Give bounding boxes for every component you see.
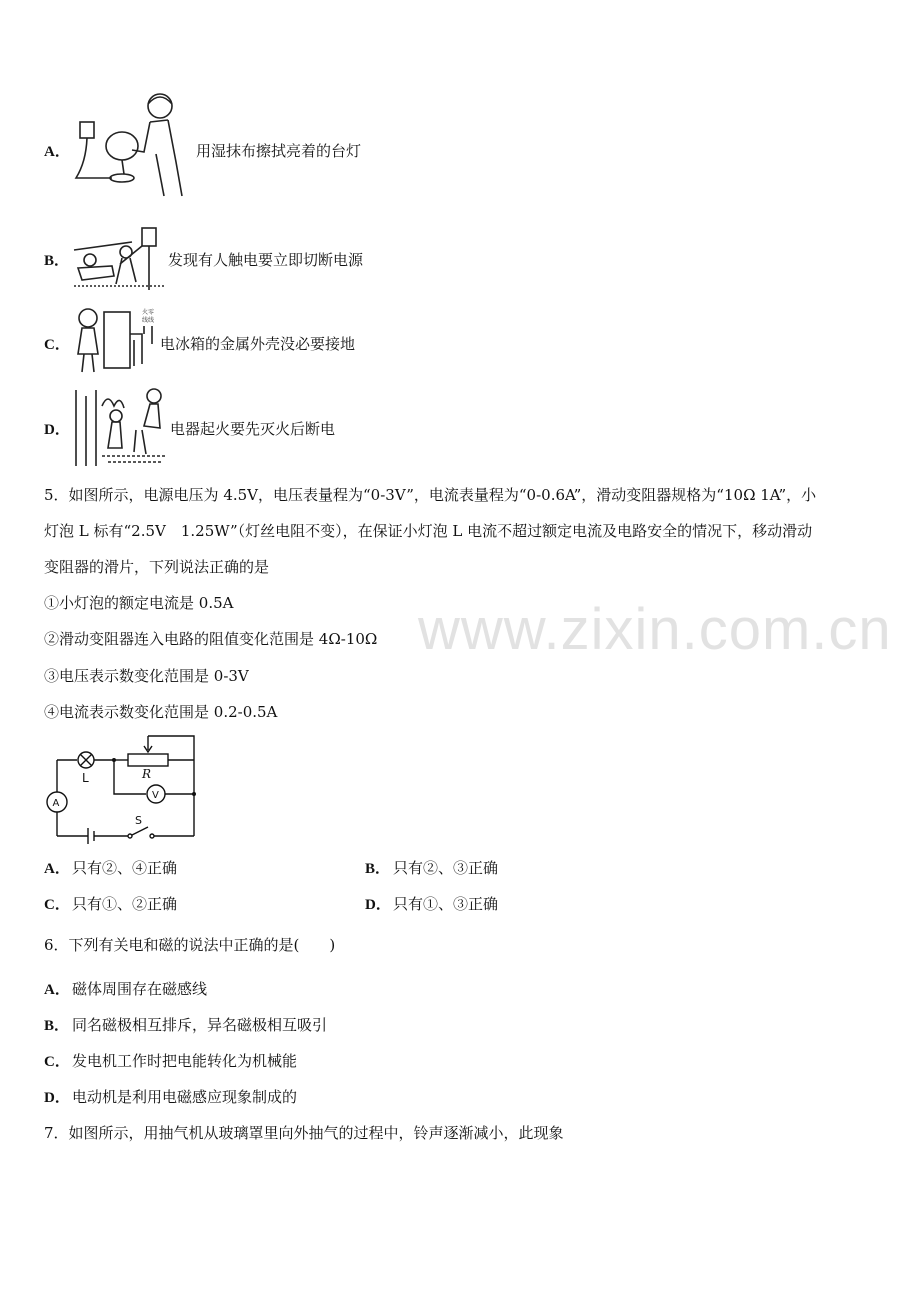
q5-statement-4: ④电流表示数变化范围是 0.2-0.5A	[44, 703, 278, 721]
option-label: C．	[44, 1054, 70, 1070]
option-text: 发现有人触电要立即切断电源	[168, 251, 364, 269]
circuit-diagram	[40, 730, 205, 842]
option-text: 发电机工作时把电能转化为机械能	[72, 1052, 298, 1070]
option-text: 电器起火要先灭火后断电	[170, 420, 336, 438]
refrigerator-grounding-illustration	[72, 304, 162, 376]
option-text: 电动机是利用电磁感应现象制成的	[72, 1088, 298, 1106]
option-label: C．	[44, 897, 70, 913]
q5-statement-3: ③电压表示数变化范围是 0-3V	[44, 667, 249, 685]
q5-statement-1: ①小灯泡的额定电流是 0.5A	[44, 594, 234, 612]
q5-stem-line-1: 5．如图所示，电源电压为 4.5V，电压表量程为“0-3V”，电流表量程为“0-0.6A”，滑动变阻器规格为“10Ω 1A”，小	[44, 486, 817, 504]
option-text: 电冰箱的金属外壳没必要接地	[160, 335, 356, 353]
option-text: 只有②、③正确	[393, 859, 499, 877]
switch-label: S	[135, 814, 142, 827]
option-text: 只有①、②正确	[72, 895, 178, 913]
option-label: A．	[44, 982, 70, 998]
option-text: 只有②、④正确	[72, 859, 178, 877]
lamp-label: L	[82, 771, 89, 785]
option-label: B．	[44, 253, 70, 269]
q5-stem-line-2: 灯泡 L 标有“2.5V 1.25W”（灯丝电阻不变），在保证小灯泡 L 电流不超过额定电流及电路安全的情况下，移动滑动	[44, 522, 813, 540]
q5-statement-2: ②滑动变阻器连入电路的阻值变化范围是 4Ω-10Ω	[44, 630, 378, 648]
q5-stem-line-3: 变阻器的滑片，下列说法正确的是	[44, 558, 270, 576]
q6-stem: 6．下列有关电和磁的说法中正确的是( )	[44, 936, 336, 954]
option-label: B．	[44, 1018, 70, 1034]
option-label: C．	[44, 337, 70, 353]
watermark: www.zixin.com.cn	[418, 597, 892, 662]
option-label: D．	[365, 897, 391, 913]
electrical-fire-illustration	[72, 386, 168, 468]
option-text: 只有①、③正确	[393, 895, 499, 913]
option-label: D．	[44, 422, 70, 438]
lamp-wiping-illustration	[72, 92, 192, 202]
svg-text:火零: 火零	[142, 309, 155, 316]
option-label: B．	[365, 861, 391, 877]
rheostat-label: R	[142, 767, 152, 781]
svg-text:线线: 线线	[142, 317, 155, 324]
option-text: 同名磁极相互排斥，异名磁极相互吸引	[72, 1016, 328, 1034]
option-text: 磁体周围存在磁感线	[72, 980, 208, 998]
option-text: 用湿抹布擦拭亮着的台灯	[196, 142, 362, 160]
ammeter-label: A	[52, 798, 60, 809]
option-label: A．	[44, 861, 70, 877]
q7-stem: 7．如图所示，用抽气机从玻璃罩里向外抽气的过程中，铃声逐渐减小，此现象	[44, 1124, 564, 1142]
option-label: A．	[44, 144, 70, 160]
option-label: D．	[44, 1090, 70, 1106]
voltmeter-label: V	[152, 790, 159, 801]
electric-shock-rescue-illustration	[72, 222, 166, 292]
